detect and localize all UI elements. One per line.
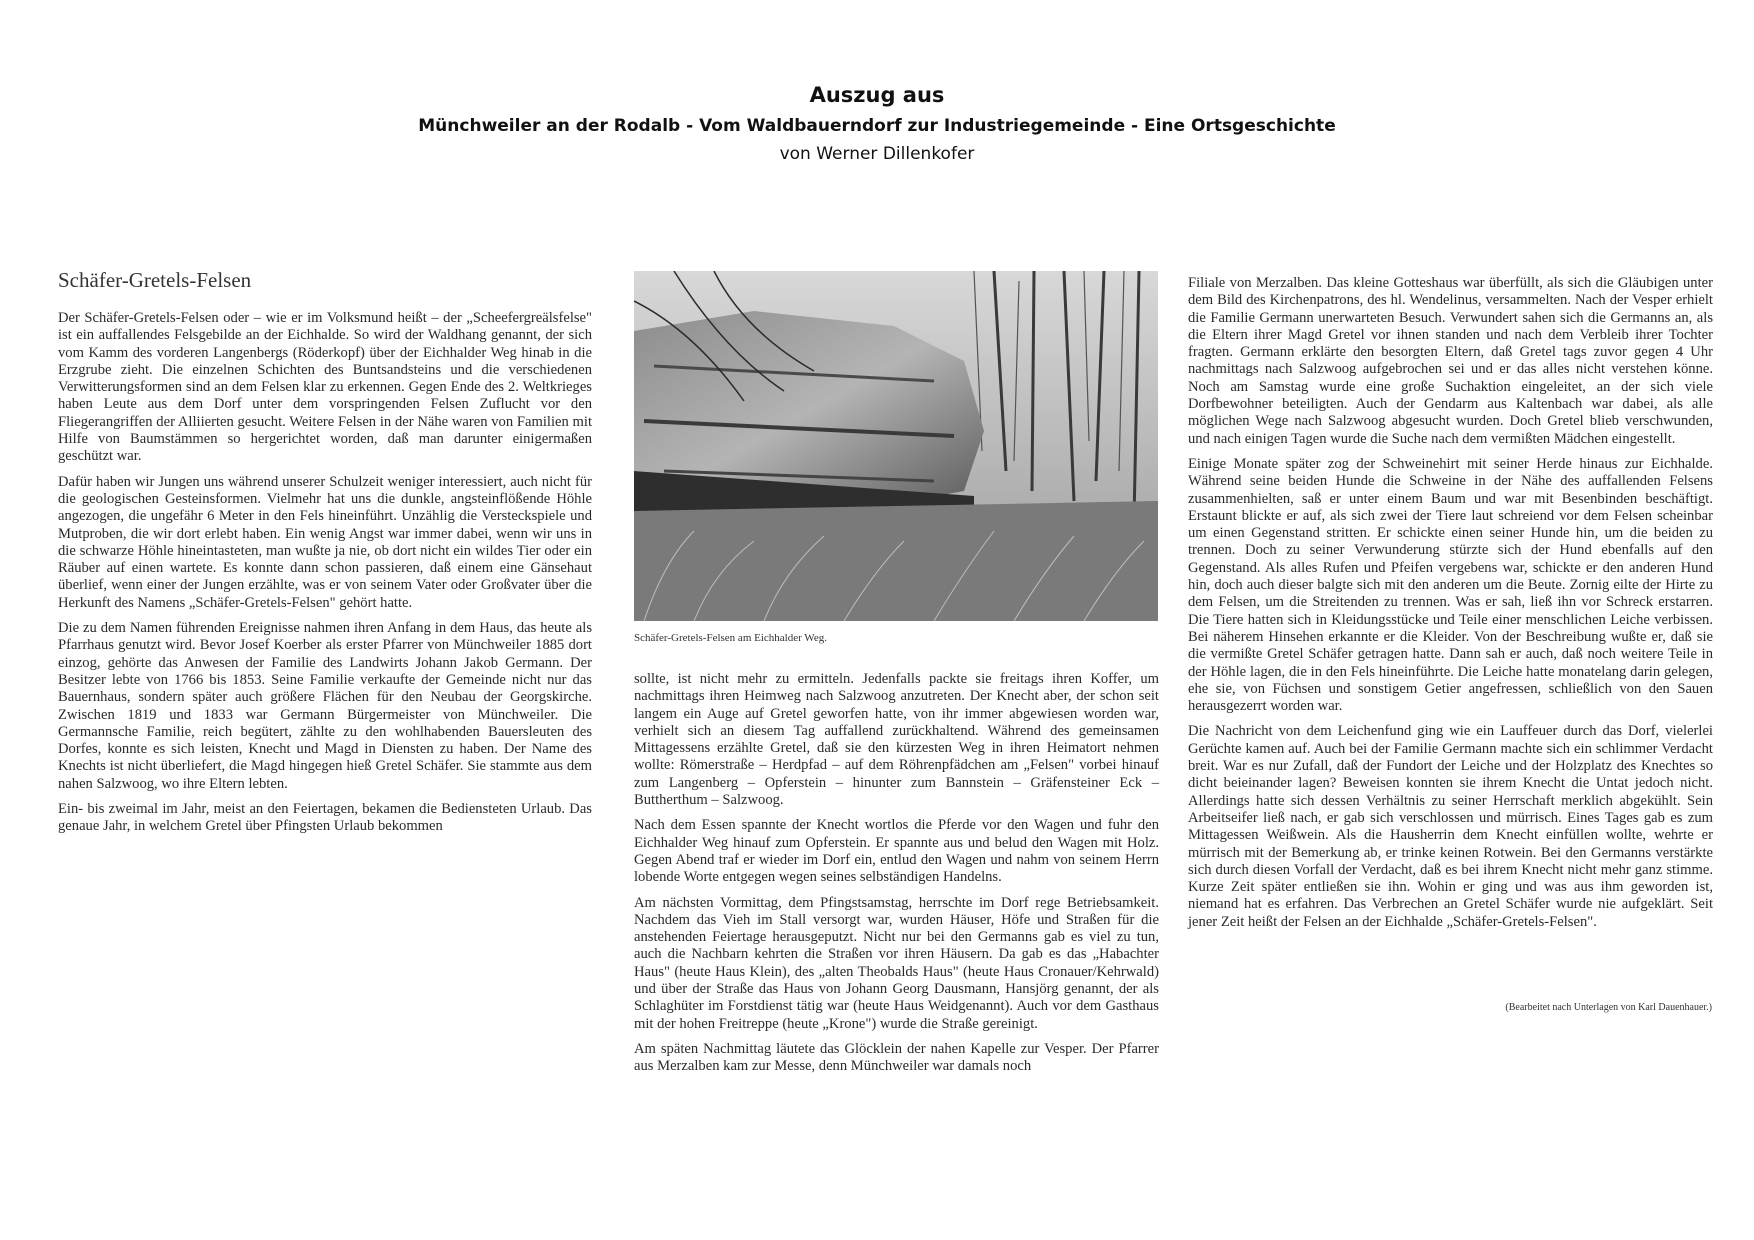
header-subtitle: Münchweiler an der Rodalb - Vom Waldbauerndorf zur Industriegemeinde - Eine Ortsgeschichte bbox=[418, 116, 1336, 136]
header-author: von Werner Dillenkofer bbox=[779, 144, 975, 164]
paragraph: sollte, ist nicht mehr zu ermitteln. Jedenfalls packte sie freitags ihren Koffer, um nachmittags ihren Heimweg nach Salzwoog anzutreten. Der Knecht aber, der schon seit langem ein Auge auf Gretel geworfen hatte, von ihr immer abgewiesen worden war, verhielt sich an diesem Tag auffallend zurückhaltend. Während des gemeinsamen Mittagessens erzählte Gretel, daß sie den kürzesten Weg in ihren Heimatort nehmen wollte: Römerstraße – Herdpfad – auf dem Röhrenpfädchen am „Felsen" vorbei hinauf zum Langenberg – Opferstein – hinunter zum Bannstein – Gräfensteiner Eck – Buttherthum – Salzwoog. bbox=[634, 671, 1159, 809]
paragraph: Die zu dem Namen führenden Ereignisse nahmen ihren Anfang in dem Haus, das heute als Pfarrhaus genutzt wird. Bevor Josef Koerber als erster Pfarrer von Münchweiler 1885 dort einzog, gehörte das Anwesen der Familie des Landwirts Johann Jakob Germann. Der Besitzer lebte von 1766 bis 1853. Seine Familie verkaufte der Gemeinde nicht nur das Bauernhaus, sondern später auch größere Flächen für den Neubau der Georgskirche. Zwischen 1819 und 1833 war Germann Bürgermeister von Münchweiler. Die Germannsche Familie, reich begütert, zählte zu den wohlhabenden Bauersleuten des Dorfes, konnte es sich leisten, Knecht und Magd in Diensten zu haben. Der Name des Knechts ist nicht überliefert, die Magd hingegen hieß Gretel Schäfer. Sie stammte aus dem nahen Salzwoog, wo ihre Eltern lebten. bbox=[58, 620, 592, 792]
paragraph: Am nächsten Vormittag, dem Pfingstsamstag, herrschte im Dorf rege Betriebsamkeit. Nachdem das Vieh im Stall versorgt war, wurden Häuser, Höfe und Straßen für die anstehenden Feiertage herausgeputzt. Nicht nur bei den Germanns gab es viel zu tun, auch die Nachbarn kehrten die Straßen vor ihren Häusern. Da gab es das „Habachter Haus" (heute Haus Klein), des „alten Theobalds Haus" (heute Haus Cronauer/Kehrwald) und über der Straße das Haus von Johann Georg Dausmann, Hansjörg genannt, der als Schlaghüter im Forstdienst tätig war (heute Haus Weidgenannt). Auch vor dem Gasthaus mit der hohen Freitreppe (heute „Krone") wurde die Straße gereinigt. bbox=[634, 894, 1159, 1032]
text-column-3 bbox=[1188, 275, 1713, 939]
article-heading: Schäfer-Gretels-Felsen bbox=[58, 268, 252, 292]
paragraph: Nach dem Essen spannte der Knecht wortlos die Pferde vor den Wagen und fuhr den Eichhalder Weg hinauf zum Opferstein. Er spannte aus und belud den Wagen mit Holz. Gegen Abend traf er wieder im Dorf ein, entlud den Wagen und nahm von seinem Herrn lobende Worte entgegen wegen seines selbständigen Handelns. bbox=[634, 817, 1159, 886]
text-column-2 bbox=[634, 671, 1159, 1084]
photo-caption: Schäfer-Gretels-Felsen am Eichhalder Weg. bbox=[634, 632, 827, 644]
header-title: Auszug aus bbox=[809, 83, 945, 107]
paragraph: Filiale von Merzalben. Das kleine Gotteshaus war überfüllt, als sich die Gläubigen unter dem Bild des Kirchenpatrons, des hl. Wendelinus, versammelten. Nach der Vesper erhielt die Familie Germann unerwarteten Besuch. Verwundert sahen sich die Germanns an, als die Eltern ihrer Magd Gretel vor ihnen standen und nach dem Verbleib ihrer Tochter fragten. Germann erklärte den besorgten Eltern, daß Gretel tags zuvor gegen 4 Uhr nachmittags nach Salzwoog aufgebrochen sei und er das alles nicht verstehen könne. Noch am Samstag wurde eine große Suchaktion eingeleitet, an der sich viele Dorfbewohner beteiligten. Auch der Gendarm aus Kaltenbach war dabei, als alle möglichen Wege nach Salzwoog abgesucht wurden. Doch Gretel blieb verschwunden, und nach einigen Tagen wurde die Suche nach dem vermißten Mädchen eingestellt. bbox=[1188, 275, 1713, 447]
paragraph: Der Schäfer-Gretels-Felsen oder – wie er im Volksmund heißt – der „Scheefergreälsfelse" ist ein auffallendes Felsgebilde an der Eichhalde. So wird der Waldhang genannt, der sich vom Kamm des vorderen Langenbergs (Röderkopf) über der Eichhalder Weg hinab in die Erzgrube zieht. Die einzelnen Schichten des Buntsandsteins und die verschiedenen Verwitterungsformen sind an dem Felsen klar zu erkennen. Gegen Ende des 2. Weltkrieges haben Leute aus dem Dorf unter dem vorspringenden Felsen Zuflucht vor den Fliegerangriffen der Alliierten gesucht. Weitere Felsen in der Nähe waren von Familien mit Hilfe von Baumstämmen so hergerichtet worden, daß man darunter einigermaßen geschützt war. bbox=[58, 310, 592, 465]
source-credit: (Bearbeitet nach Unterlagen von Karl Dauenhauer.) bbox=[1505, 1002, 1712, 1013]
rock-photo-image bbox=[634, 271, 1158, 621]
rock-photo bbox=[634, 271, 1158, 621]
paragraph: Die Nachricht von dem Leichenfund ging wie ein Lauffeuer durch das Dorf, vielerlei Gerüchte kamen auf. Auch bei der Familie Germann machte sich ein schlimmer Verdacht breit. War es nur Zufall, daß der Fundort der Leiche und der Holzplatz des Knechtes so dicht beieinander lagen? Beweisen konnten sie ihrem Knecht die Untat jedoch nicht. Allerdings hatte sich dessen Verhältnis zu seiner Herrschaft merklich abgekühlt. Sein Arbeitseifer ließ nach, er gab sich verschlossen und mürrisch. Eines Tages gab es zum Mittagessen Weißwein. Als die Hausherrin dem Knecht einfüllen wollte, wehrte er mürrisch mit der Bemerkung ab, er trinke keinen Rotwein. Bei den Germanns verstärkte sich durch diesen Vorfall der Verdacht, daß es bei ihrem Knecht nicht mehr ganz stimme. Kurze Zeit später entließen sie ihn. Wohin er ging und was aus ihm geworden ist, niemand hat es erfahren. Das Verbrechen an Gretel Schäfer wurde nie aufgeklärt. Seit jener Zeit heißt der Felsen an der Eichhalde „Schäfer-Gretels-Felsen". bbox=[1188, 723, 1713, 930]
paragraph: Einige Monate später zog der Schweinehirt mit seiner Herde hinaus zur Eichhalde. Während seine beiden Hunde die Schweine in der Nähe des auffallenden Felsens zusammenhielten, saß er unter einem Baum und war mit Besenbinden beschäftigt. Erstaunt blickte er auf, als sich zwei der Tiere laut schreiend vor dem Felsen scheinbar um einen Gegenstand stritten. Er schickte einen seiner Hunde hin, um die beiden zu trennen. Doch zu seiner Verwunderung stürzte sich der Hund ebenfalls auf den Gegenstand. Als alles Rufen und Pfeifen vergebens war, schickte er den anderen Hund hin, doch auch dieser balgte sich mit den anderen um die Beute. Zornig eilte der Hirte zu dem Felsen, um die Streitenden zu trennen. Was er sah, ließ ihn vor Schreck erstarren. Die Tiere hatten sich in Kleidungsstücke und Teile einer menschlichen Leiche verbissen. Bei näherem Hinsehen erkannte er die Kleider. Von der Beschreibung wußte er, daß sie die vermißte Gretel Schäfer getragen hatte. Dann sah er auch, daß noch weitere Teile in der Höhle lagen, die in den Fels hineinführte. Die Leiche hatte monatelang darin gelegen, ehe sie, von Füchsen und sonstigem Getier angefressen, schließlich von den Sauen herausgezerrt worden war. bbox=[1188, 455, 1713, 715]
paragraph: Am späten Nachmittag läutete das Glöcklein der nahen Kapelle zur Vesper. Der Pfarrer aus Merzalben kam zur Messe, denn Münchweiler war damals noch bbox=[634, 1040, 1159, 1075]
paragraph: Dafür haben wir Jungen uns während unserer Schulzeit weniger interessiert, auch nicht für die geologischen Gesteinsformen. Vielmehr hat uns die dunkle, angsteinflößende Höhle angezogen, die ungefähr 6 Meter in den Fels hineinführt. Unzählig die Versteckspiele und Mutproben, die wir dort erlebt haben. Ein wenig Angst war immer dabei, wenn wir uns in die schwarze Höhle hineintasteten, man wußte ja nie, ob dort nicht ein wildes Tier oder ein Räuber auf einen wartete. Es konnte dann schon passieren, daß einem eine Gänsehaut überlief, wenn einer der Jungen erzählte, was er von seinem Vater oder Großvater über die Herkunft des Namens „Schäfer-Gretels-Felsen" gehört hatte. bbox=[58, 473, 592, 611]
text-column-1 bbox=[58, 310, 592, 844]
paragraph: Ein- bis zweimal im Jahr, meist an den Feiertagen, bekamen die Bediensteten Urlaub. Das genaue Jahr, in welchem Gretel über Pfingsten Urlaub bekommen bbox=[58, 801, 592, 835]
